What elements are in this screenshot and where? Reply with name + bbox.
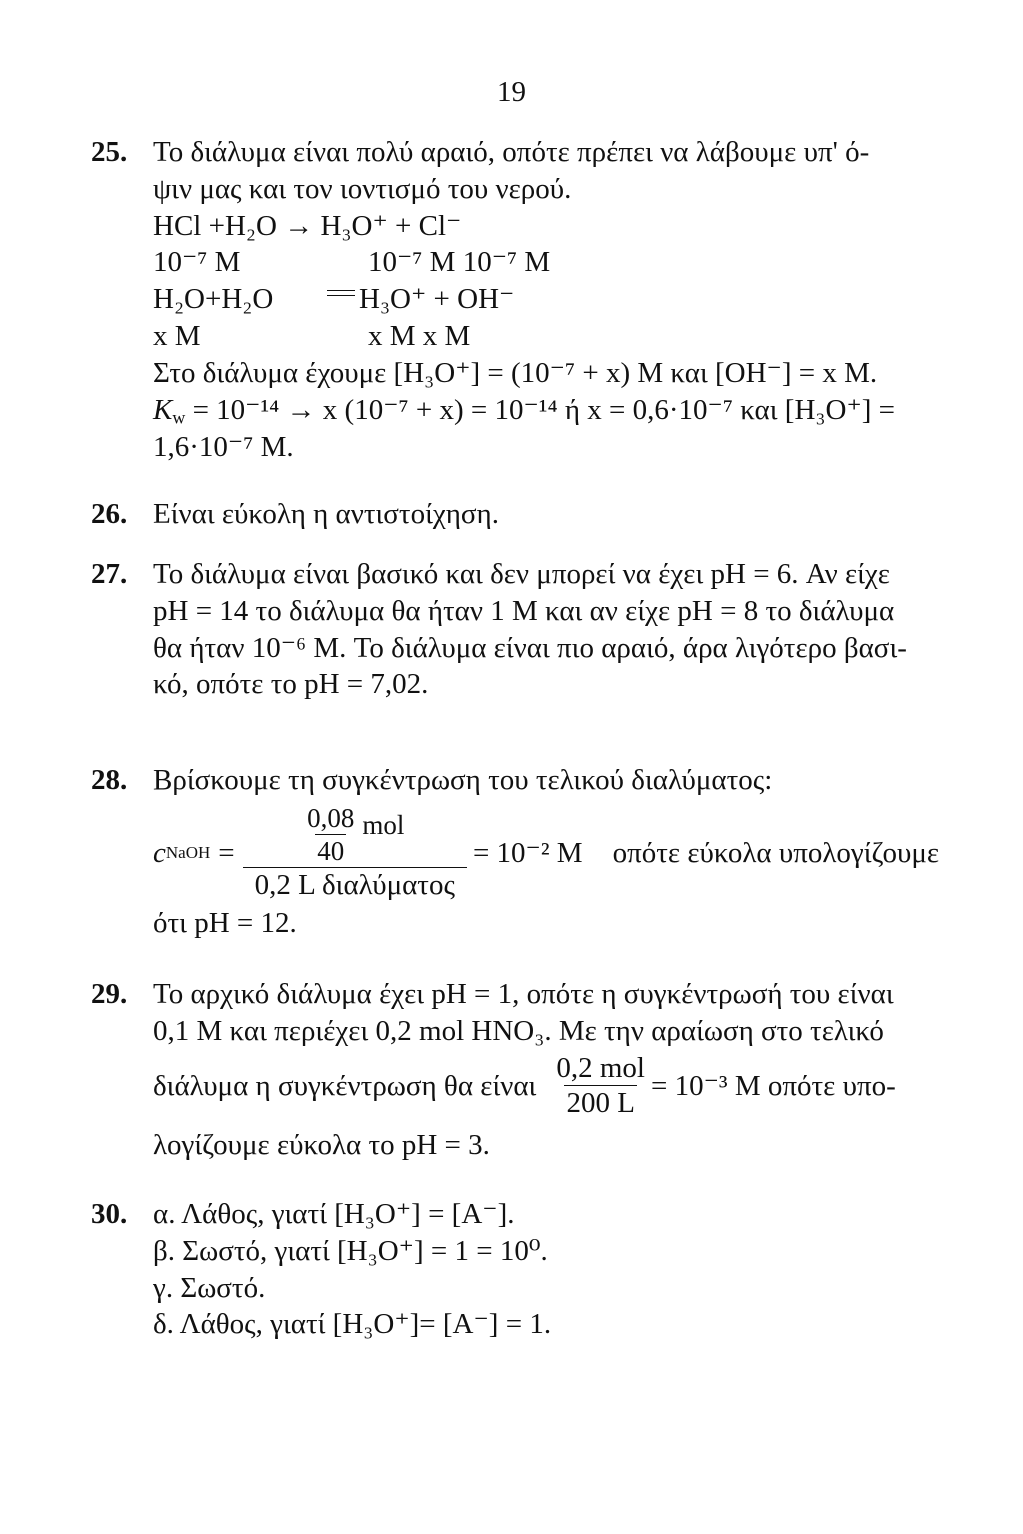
text-line: θα ήταν 10⁻⁶ M. Το διάλυμα είναι πιο αραιό, άρα λιγότερο βασι- <box>153 631 907 664</box>
fraction-numerator: 0,2 mol <box>556 1051 645 1084</box>
problem-28 <box>91 762 941 942</box>
reaction-hcl: HCl +H₂O → H₃O⁺ + Cl⁻ <box>153 209 462 242</box>
fraction-denominator: 200 L <box>566 1087 635 1119</box>
text-line: Βρίσκουμε τη συγκέντρωση του τελικού διαλύματος: <box>153 764 773 796</box>
problem-29 <box>91 976 941 1164</box>
text-line: λογίζουμε εύκολα το pH = 3. <box>153 1128 490 1161</box>
problem-number: 25. <box>91 136 128 168</box>
reaction-water-right: H₃O⁺ + OH⁻ <box>359 283 515 316</box>
kw-line <box>153 392 941 429</box>
dilution-fraction <box>554 1052 647 1121</box>
dilution-line <box>153 1052 941 1121</box>
problem-number: 28. <box>91 764 128 796</box>
problem-25 <box>91 134 941 465</box>
problem-number: 27. <box>91 558 128 590</box>
problem-number: 29. <box>91 978 128 1010</box>
problem-number: 26. <box>91 498 128 530</box>
answer-b: β. Σωστό, γιατί [H₃O⁺] = 1 = 10⁰. <box>153 1234 548 1267</box>
equilibrium-arrow-icon <box>323 284 359 304</box>
text-line: Στο διάλυμα έχουμε [H₃O⁺] = (10⁻⁷ + x) M και [OH⁻] = x M. <box>153 356 878 389</box>
text-segment: = 10⁻³ M οπότε υπο- <box>650 1069 896 1102</box>
text-line: pH = 14 το διάλυμα θα ήταν 1 M και αν είχε pH = 8 το διάλυμα <box>153 594 895 627</box>
kw-subscript: w <box>172 407 186 428</box>
fraction-denominator: 0,2 L διαλύματος <box>243 867 467 903</box>
inner-denominator: 40 <box>317 835 345 866</box>
problem-30 <box>91 1196 941 1343</box>
reaction-water-left: H₂O+H₂O <box>153 283 274 316</box>
answer-c: γ. Σωστό. <box>153 1271 266 1304</box>
concentration-row <box>153 244 941 281</box>
text-line: ότι pH = 12. <box>153 907 297 940</box>
equation-result: = 10⁻² M <box>472 836 583 869</box>
equals-sign: = <box>218 836 235 869</box>
inner-numerator: 0,08 <box>307 802 355 833</box>
text-line: Το αρχικό διάλυμα έχει pH = 1, οπότε η συγκέντρωσή του είναι <box>153 978 894 1010</box>
text-tail: οπότε εύκολα υπολογίζουμε <box>612 836 940 869</box>
text-segment: διάλυμα η συγκέντρωση θα είναι <box>153 1069 537 1102</box>
fraction-numerator <box>303 803 406 867</box>
text-line: 1,6·10⁻⁷ M. <box>153 430 294 463</box>
text-line: 0,1 M και περιέχει 0,2 mol HNO₃. Με την αραίωση στο τελικό <box>153 1014 884 1047</box>
page-number: 19 <box>497 76 526 108</box>
text-line: Το διάλυμα είναι πολύ αραιό, οπότε πρέπει να λάβουμε υπ' ό- <box>153 136 870 168</box>
reaction-water <box>153 281 941 318</box>
text-line: κό, οπότε το pH = 7,02. <box>153 668 429 701</box>
answer-d: δ. Λάθος, γιατί [H₃O⁺]= [A⁻] = 1. <box>153 1308 552 1341</box>
text-line: Το διάλυμα είναι βασικό και δεν μπορεί να έχει pH = 6. Αν είχε <box>153 558 890 590</box>
problem-27 <box>91 556 941 703</box>
kw-symbol: K <box>153 393 173 426</box>
problem-number: 30. <box>91 1198 128 1230</box>
text-line: ψιν μας και τον ιοντισμό του νερού. <box>153 172 572 205</box>
naoh-equation: c NaOH = $\frac{0,08}{40}$ mol 0,2 L διαλύματος = 10⁻² M οπότε εύκολα υπολογίζουμε <box>153 802 940 902</box>
concentration-water: x M <box>153 320 201 353</box>
answer-a: α. Λάθος, γιατί [H₃O⁺] = [A⁻]. <box>153 1198 515 1230</box>
inner-fraction <box>305 803 356 867</box>
text-line: Είναι εύκολη η αντιστοίχηση. <box>153 498 499 530</box>
inner-unit: mol <box>362 809 405 840</box>
concentration-ions: x M x M <box>368 320 471 353</box>
kw-expression: = 10⁻¹⁴ → x (10⁻⁷ + x) = 10⁻¹⁴ ή x = 0,6·10⁻⁷ και [H₃O⁺] = <box>185 393 896 426</box>
concentration-row <box>153 318 941 355</box>
concentration-hcl: 10⁻⁷ M <box>153 246 241 279</box>
problem-26 <box>91 496 941 533</box>
main-fraction <box>243 803 467 903</box>
c-symbol: c <box>153 836 166 869</box>
concentration-products: 10⁻⁷ M 10⁻⁷ M <box>368 246 551 279</box>
